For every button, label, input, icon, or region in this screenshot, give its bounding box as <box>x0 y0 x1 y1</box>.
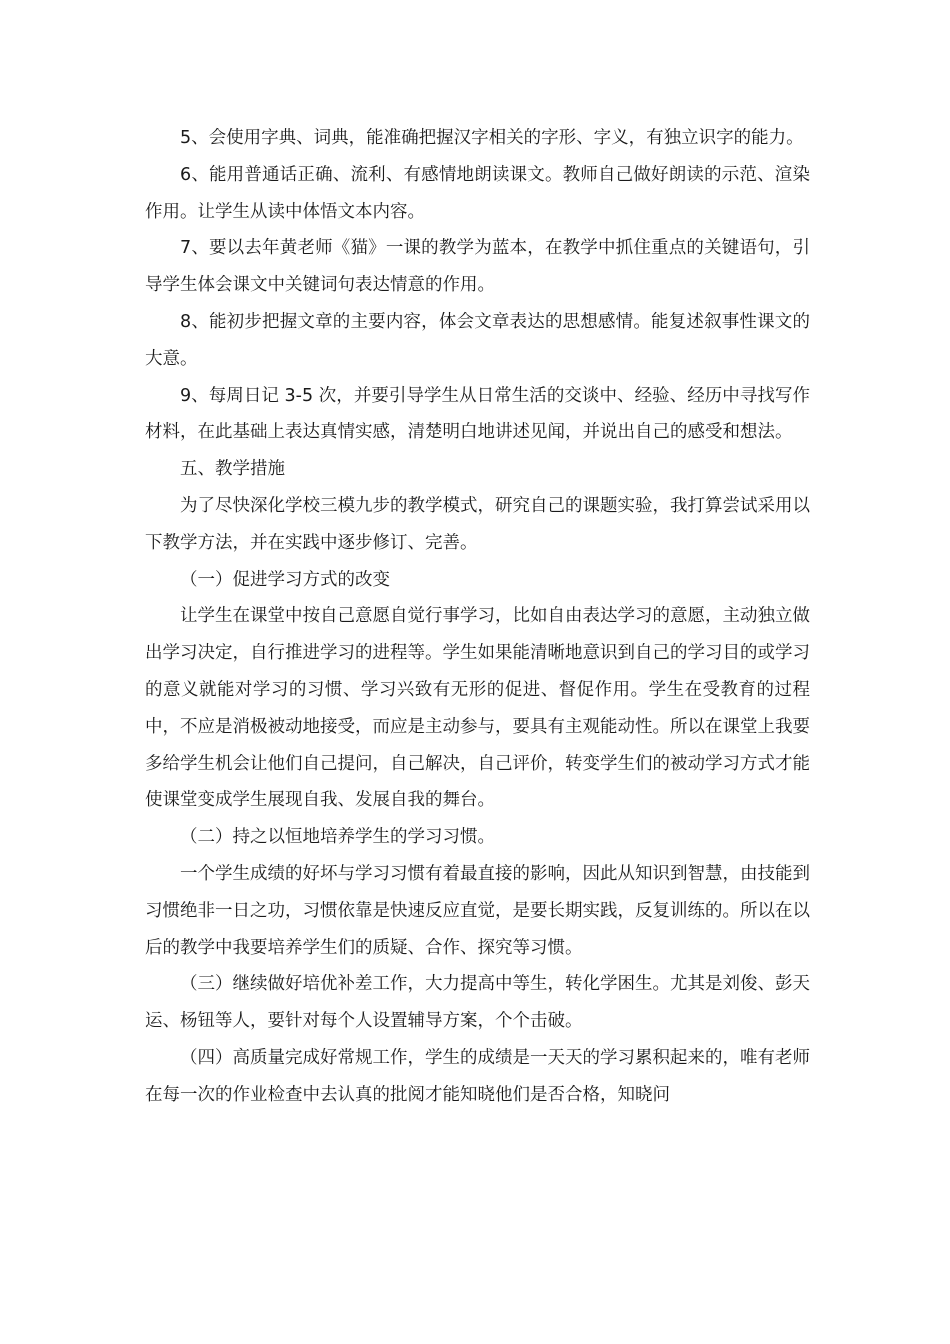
paragraph-item-9: 9、每周日记 3-5 次，并要引导学生从日常生活的交谈中、经验、经历中寻找写作材料，在此基础上表达真情实感，清楚明白地讲述见闻，并说出自己的感受和想法。 <box>145 385 810 443</box>
paragraph-item-6: 6、能用普通话正确、流利、有感情地朗读课文。教师自己做好朗读的示范、渲染作用。让学生从读中体悟文本内容。 <box>145 164 810 222</box>
paragraph-item-4: （四）高质量完成好常规工作，学生的成绩是一天天的学习累积起来的，唯有老师在每一次的作业检查中去认真的批阅才能知晓他们是否合格，知晓问 <box>145 1047 810 1105</box>
document-body <box>145 120 810 1114</box>
subheading-1: （一）促进学习方式的改变 <box>180 569 390 590</box>
paragraph-habits: 一个学生成绩的好坏与学习习惯有着最直接的影响，因此从知识到智慧，由技能到习惯绝非一日之功，习惯依靠是快速反应直觉，是要长期实践，反复训练的。所以在以后的教学中我要培养学生们的质疑、合作、探究等习惯。 <box>145 863 810 958</box>
paragraph-item-7: 7、要以去年黄老师《猫》一课的教学为蓝本，在教学中抓住重点的关键语句，引导学生体会课文中关键词句表达情意的作用。 <box>145 238 810 296</box>
paragraph-learning-style: 让学生在课堂中按自己意愿自觉行事学习，比如自由表达学习的意愿，主动独立做出学习决定，自行推进学习的进程等。学生如果能清晰地意识到自己的学习目的或学习的意义就能对学习的习惯、学习兴致有无形的促进、督促作用。学生在受教育的过程中，不应是消极被动地接受，而应是主动参与，要具有主观能动性。所以在课堂上我要多给学生机会让他们自己提问，自己解决，自己评价，转变学生们的被动学习方式才能使课堂变成学生展现自我、发展自我的舞台。 <box>145 606 810 811</box>
paragraph-item-5: 5、会使用字典、词典，能准确把握汉字相关的字形、字义，有独立识字的能力。 <box>180 128 804 148</box>
paragraph-item-8: 8、能初步把握文章的主要内容，体会文章表达的思想感情。能复述叙事性课文的大意。 <box>145 311 810 369</box>
section-heading-teaching-measures: 五、教学措施 <box>180 459 285 480</box>
subheading-2: （二）持之以恒地培养学生的学习习惯。 <box>180 827 495 848</box>
paragraph-intro: 为了尽快深化学校三模九步的教学模式，研究自己的课题实验，我打算尝试采用以下教学方法，并在实践中逐步修订、完善。 <box>145 495 810 553</box>
paragraph-item-3: （三）继续做好培优补差工作，大力提高中等生，转化学困生。尤其是刘俊、彭天运、杨钮等人，要针对每个人设置辅导方案，个个击破。 <box>145 974 810 1032</box>
